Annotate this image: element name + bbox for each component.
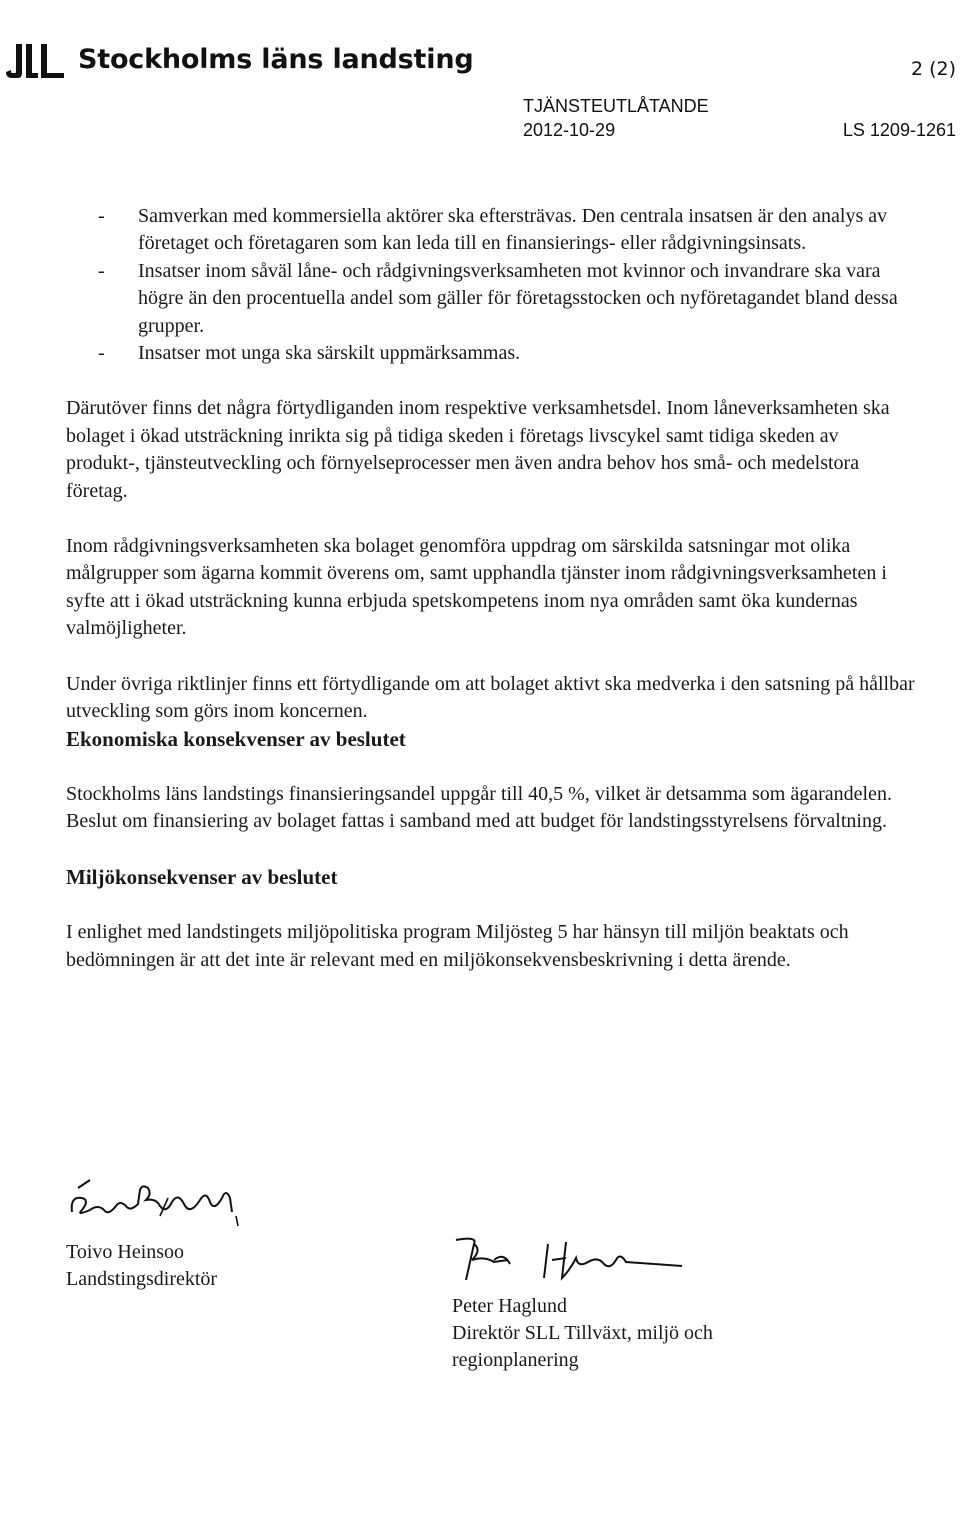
bullet-dash: -: [98, 342, 105, 365]
signature-block-left: [66, 1239, 217, 1293]
list-item-text: Samverkan med kommersiella aktörer ska eftersträvas. Den centrala insatsen är den analys av företaget och företagaren som kan leda till en finansierings- eller rådgivningsinsats.: [138, 205, 888, 255]
section-text-economic: Stockholms läns landstings finansieringsandel uppgår till 40,5 %, vilket är detsamma som ägarandelen. Beslut om finansiering av bolaget fattas i samband med att budget för landstingsstyrelsens förvaltning.: [66, 782, 892, 833]
signature-peter-haglund-handwriting: [448, 1230, 688, 1290]
bullet-dash: -: [98, 259, 105, 282]
list-item-text: Insatser inom såväl låne- och rådgivningsverksamheten mot kvinnor och invandrare ska vara högre än den procentuella andel som gäller för företagsstocken och nyföretagandet bland dessa grupper.: [138, 259, 898, 337]
organization-name: Stockholms läns landsting: [78, 44, 474, 75]
document-reference: LS 1209-1261: [842, 120, 956, 140]
paragraph-sustainability: Under övriga riktlinjer finns ett förtydligande om att bolaget aktivt ska medverka i den satsning på hållbar utveckling som görs inom koncernen.: [66, 672, 915, 723]
signatory-name: Toivo Heinsoo: [66, 1241, 185, 1263]
bullet-dash: -: [98, 205, 105, 227]
bullet-list: [66, 203, 916, 367]
signatory-name: Peter Haglund: [452, 1295, 567, 1317]
signatory-title: Direktör SLL Tillväxt, miljö och: [452, 1322, 713, 1344]
document-body: [66, 203, 916, 974]
document-header: [0, 0, 960, 150]
signatory-title-continued: regionplanering: [452, 1349, 579, 1371]
list-item: [66, 340, 916, 367]
signature-toivo-heinsoo-handwriting: [60, 1176, 260, 1240]
section-heading-environmental: Miljökonsekvenser av beslutet: [66, 864, 338, 889]
paragraph-advisory-details: Inom rådgivningsverksamheten ska bolaget genomföra uppdrag om särskilda satsningar mot olika målgrupper som ägarna kommit överens om, samt upphandla tjänster inom rådgivningsverksamheten i syfte att i ökad utsträckning kunna erbjuda spetskompetens inom nya områden samt öka kundernas valmöjligheter.: [66, 535, 887, 640]
signature-block-right: [452, 1293, 713, 1374]
document-type: TJÄNSTEUTLÅTANDE: [523, 96, 709, 116]
document-date: 2012-10-29: [523, 120, 616, 140]
sll-logo: [4, 42, 66, 80]
list-item: [66, 258, 916, 340]
list-item-text: Insatser mot unga ska särskilt uppmärksammas.: [138, 342, 521, 365]
section-heading-economic: Ekonomiska konsekvenser av beslutet: [66, 726, 406, 751]
signatory-title: Landstingsdirektör: [66, 1268, 218, 1290]
paragraph-loan-details: Därutöver finns det några förtydliganden inom respektive verksamhetsdel. Inom låneverksamheten ska bolaget i ökad utsträckning inrikta sig på tidiga skeden i företags livscykel samt tidiga skeden av produkt-, tjänsteutveckling och förnyelseprocesser men även andra behov hos små- och medelstora företag.: [66, 397, 890, 502]
list-item: [66, 203, 916, 258]
page-number: 2 (2): [910, 58, 956, 80]
section-text-environmental: I enlighet med landstingets miljöpolitiska program Miljösteg 5 har hänsyn till miljön beaktats och bedömningen är att det inte är relevant med en miljökonsekvensbeskrivning i detta ärende.: [66, 921, 849, 971]
